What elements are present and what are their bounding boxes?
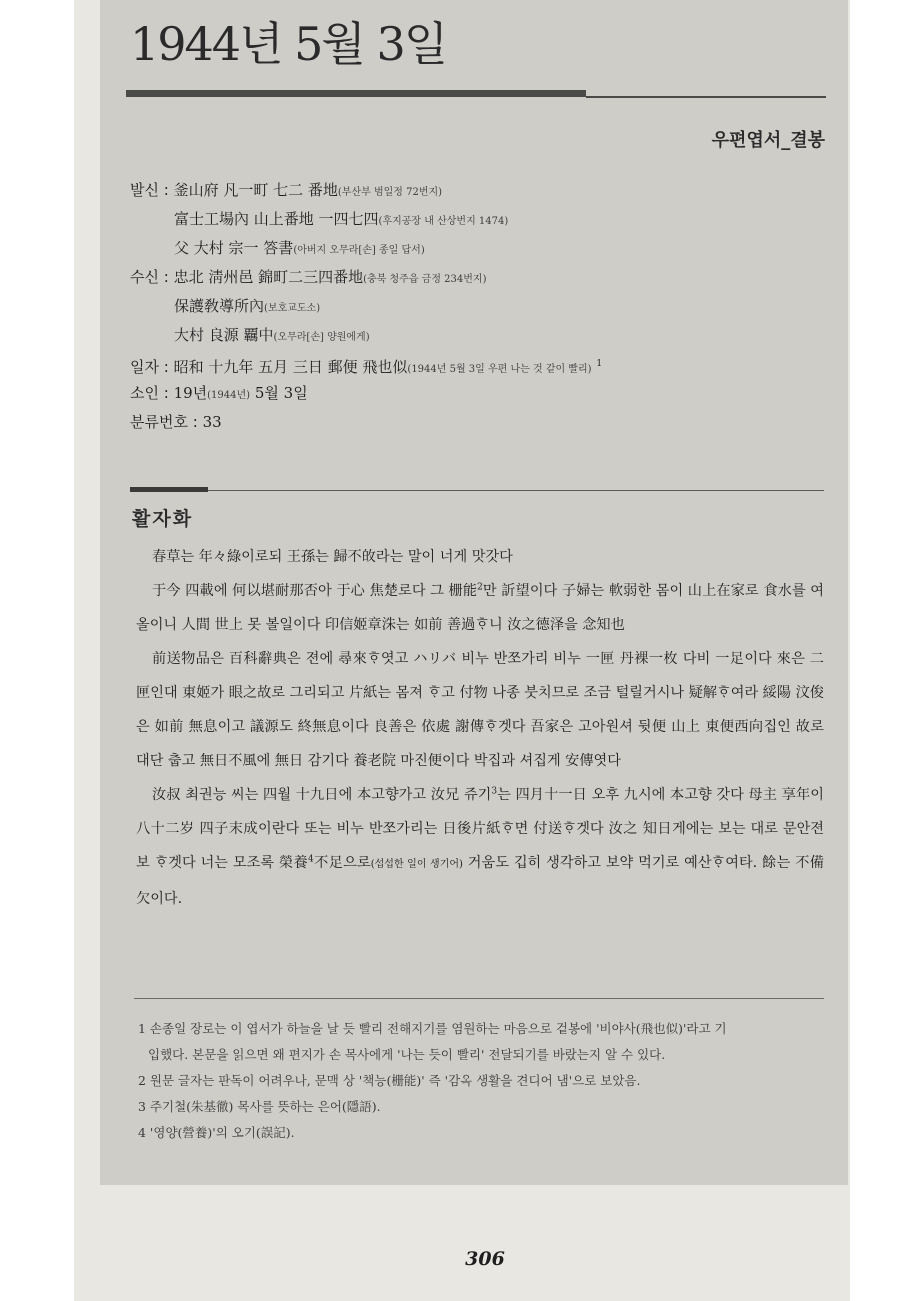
footnote-4: 4 '영양(營養)'의 오기(誤記). bbox=[138, 1125, 295, 1140]
footnote-1: 1 손종일 장로는 이 엽서가 하늘을 날 듯 빨리 전해지기를 염원하는 마음으로 겉봉에 '비야사(飛也似)'라고 기 bbox=[138, 1021, 727, 1036]
recipient-line-1: 忠北 淸州邑 錦町二三四番地 bbox=[173, 268, 364, 286]
date-value: 昭和 十九年 五月 三日 郵便 飛也似 bbox=[173, 358, 408, 376]
sender-label: 발신 : bbox=[130, 181, 174, 199]
recipient-line-3-gloss: (오무라[손] 양원에게) bbox=[273, 332, 370, 343]
transcription-body bbox=[136, 540, 824, 916]
recipient-row-2 bbox=[130, 292, 830, 321]
classification-row bbox=[130, 408, 830, 437]
footnote-3: 3 주기철(朱基徹) 목사를 뜻하는 은어(隱語). bbox=[138, 1099, 381, 1114]
recipient-row bbox=[130, 263, 830, 292]
sender-row bbox=[130, 176, 830, 205]
sender-line-3-gloss: (아버지 오무라[손] 종일 답서) bbox=[293, 245, 425, 256]
recipient-label: 수신 : bbox=[130, 268, 174, 286]
sender-line-1-gloss: (부산부 범일정 72번지) bbox=[337, 187, 443, 198]
section-heading: 활자화 bbox=[132, 508, 194, 530]
recipient-line-2: 保護敎導所內 bbox=[174, 297, 265, 315]
recipient-row-3 bbox=[130, 321, 830, 350]
postmark-row bbox=[130, 379, 830, 408]
section-rule-thin bbox=[208, 490, 824, 491]
postmark-date: 5월 3일 bbox=[250, 384, 308, 402]
page-number: 306 bbox=[465, 1248, 505, 1270]
footnote-ref-4: 4 bbox=[308, 854, 314, 865]
sender-row-3 bbox=[130, 234, 830, 263]
footnote-ref-3: 3 bbox=[491, 786, 498, 797]
postmark-label: 소인 : bbox=[130, 384, 174, 402]
postmark-gloss: (1944년) bbox=[207, 390, 251, 401]
postcard-metadata bbox=[130, 176, 830, 437]
paragraph-4-gloss: (섭섭한 일이 생기어) bbox=[370, 859, 463, 870]
footnote-1-continued: 입했다. 본문을 읽으면 왜 편지가 손 목사에게 '나는 듯이 빨리' 전달되기를 바랐는지 알 수 있다. bbox=[148, 1047, 666, 1062]
title-rule-thick bbox=[126, 90, 586, 97]
classification-label: 분류번호 : bbox=[130, 413, 203, 431]
paragraph-3 bbox=[136, 642, 824, 778]
paragraph-4-text-c: 不足으로 bbox=[313, 855, 371, 871]
recipient-line-2-gloss: (보호교도소) bbox=[264, 303, 321, 314]
paragraph-4-text-d: 거움도 깁히 생각하고 보약 먹기로 예산ᄒᆞ여타. 餘는 不備欠이다. bbox=[136, 855, 824, 907]
date-footnote-ref: 1 bbox=[596, 359, 603, 369]
paragraph-4-text-b: 는 四月十一日 오후 九시에 本고향 갓다 母主 享年이 八十二岁 四子末成이란다 또는 비누 반쪼가리는 日後片紙ᄒᆞ면 付送ᄒᆞ겟다 汝之 知日게에는 보는 대로 문안젼보 ᄒᆞ겟다 너는 모조록 榮養 bbox=[136, 787, 824, 871]
paragraph-2 bbox=[136, 574, 824, 642]
paragraph-1 bbox=[136, 540, 824, 574]
document-type-label: 우편엽서_결봉 bbox=[711, 130, 825, 151]
sender-row-2 bbox=[130, 205, 830, 234]
sender-line-1: 釜山府 凡一町 七二 番地 bbox=[173, 181, 338, 199]
paragraph-1-text: 春草는 年々綠이로되 王孫는 歸不敀라는 말이 너게 맛갓다 bbox=[152, 549, 513, 565]
page-title: 1944년 5월 3일 bbox=[130, 17, 447, 71]
sender-line-2: 富士工場內 山上番地 一四七四 bbox=[174, 210, 379, 228]
date-label: 일자 : bbox=[130, 358, 174, 376]
paragraph-2-text-b: 만 訢望이다 子婦는 軟弱한 몸이 山上在家로 食水를 여올이니 人間 世上 못 볼일이다 印信姬章洙는 如前 善過ᄒᆞ니 汝之德泽을 念知也 bbox=[136, 583, 825, 633]
section-rule-thick bbox=[130, 487, 208, 492]
footnote-divider bbox=[134, 998, 824, 999]
date-gloss: (1944년 5월 3일 우편 나는 것 같이 빨리) bbox=[407, 364, 592, 375]
footnotes bbox=[138, 1016, 828, 1146]
title-rule-thin bbox=[586, 96, 826, 98]
paragraph-3-text: 前送物品은 百科辭典은 젼에 尋來ᄒᆞ엿고 ハリバ 비누 반쪼가리 비누 一匣 丹裸一枚 다비 一足이다 來은 二匣인대 東姬가 眼之故로 그리되고 片紙는 몸져 ᄒᆞ고 付物 나종 붓치므로 조금 털릴거시나 疑解ᄒᆞ여라 綏陽 汶俊은 如前 無息이고 議源도 終無息이다 良善은 依處 謝傳ᄒᆞ겟다 吾家은 고아원셔 뒷便 山上 東便西向집인 故로 대단 춥고 無日不風에 無日 감기다 養老院 마진便이다 박집과 셔집게 安傳엿다 bbox=[136, 651, 824, 769]
recipient-line-3: 大村 良源 覊中 bbox=[174, 326, 274, 344]
date-row bbox=[130, 350, 830, 379]
sender-line-2-gloss: (후지공장 내 산상번지 1474) bbox=[378, 216, 509, 227]
postmark-year: 19년 bbox=[173, 384, 208, 402]
paragraph-2-text-a: 于今 四載에 何以堪耐那否아 于心 焦楚로다 그 栅能 bbox=[152, 583, 478, 599]
footnote-2: 2 원문 글자는 판독이 어려우나, 문맥 상 '책능(栅能)' 즉 '감옥 생활을 견디어 냄'으로 보았음. bbox=[138, 1073, 641, 1088]
recipient-line-1-gloss: (충북 청주읍 금정 234번지) bbox=[363, 274, 487, 285]
paragraph-4-text-a: 汝叔 최권능 씨는 四월 十九日에 本고향가고 汝兄 쥬기 bbox=[152, 787, 492, 803]
paragraph-4 bbox=[136, 778, 824, 916]
sender-line-3: 父 大村 宗一 答書 bbox=[174, 239, 294, 257]
classification-value: 33 bbox=[202, 413, 222, 431]
footnote-ref-2: 2 bbox=[477, 582, 483, 593]
